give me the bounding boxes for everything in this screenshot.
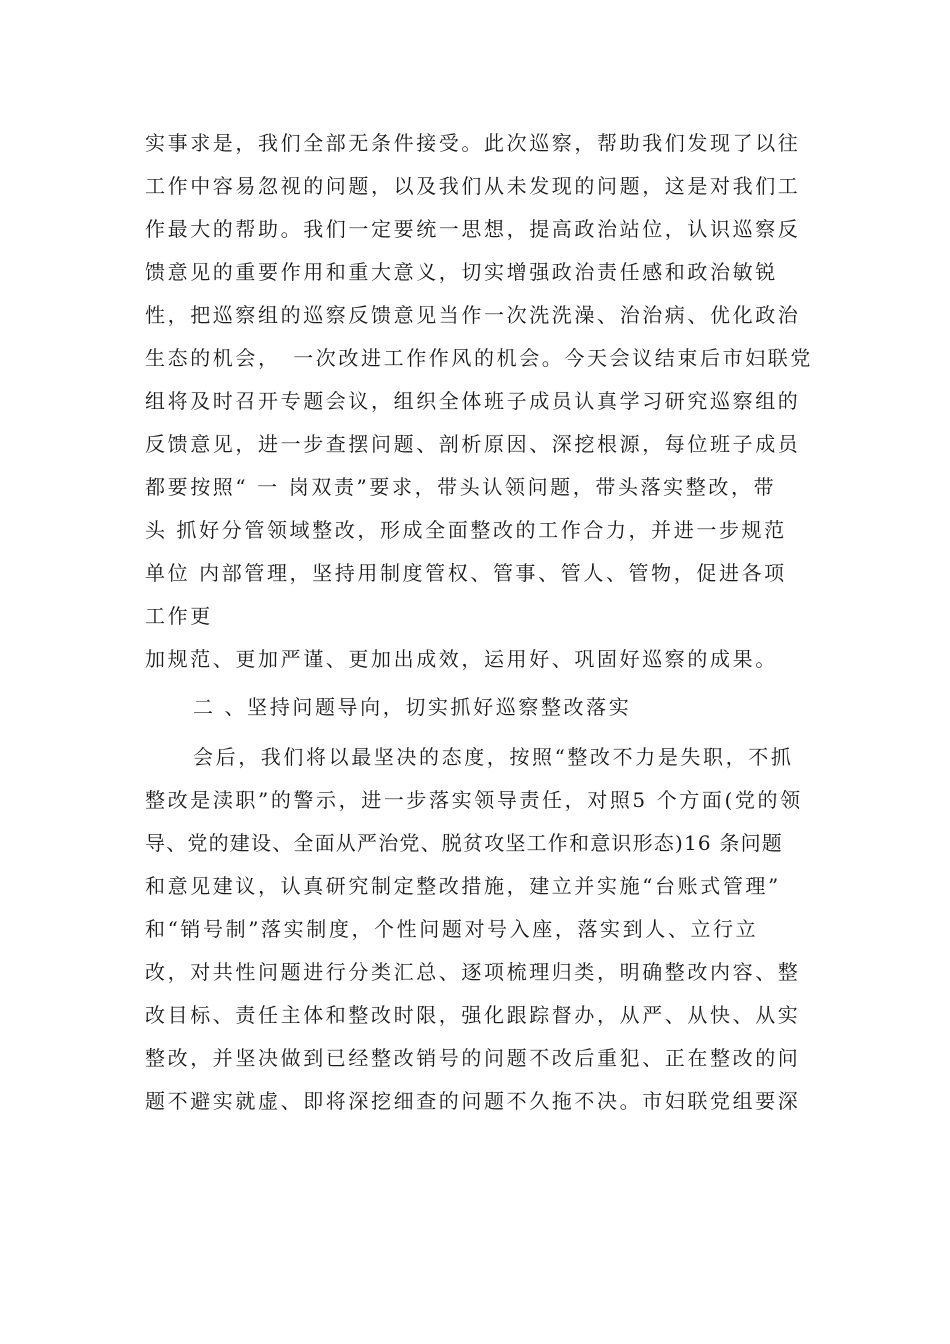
body-text-line: 工作更 (145, 604, 213, 628)
body-text-line: 加规范、更加严谨、更加出成效，运用好、巩固好巡察的成果。 (145, 647, 778, 671)
section-heading: 二 、坚持问题导向，切实抓好巡察整改落实 (193, 695, 632, 719)
body-text-line: 实事求是，我们全部无条件接受。此次巡察，帮助我们发现了以往 (145, 131, 801, 155)
body-text-line: 和“销号制”落实制度，个性问题对号入座，落实到人、立行立 (145, 917, 759, 941)
body-text-line: 生态的机会， 一次改进工作作风的机会。今天会议结束后市妇联党 (145, 346, 813, 370)
body-text-line: 馈意见的重要作用和重大意义，切实增强政治责任感和政治敏锐 (145, 260, 778, 284)
body-text-line: 和意见建议，认真研究制定整改措施，建立并实施“台账式管理” (145, 874, 781, 898)
body-text-line: 题不避实就虚、即将深挖细查的问题不久拖不决。市妇联党组要深 (145, 1089, 801, 1113)
body-text-line: 整改是渎职”的警示，进一步落实领导责任，对照5 个方面(党的领 (145, 788, 803, 812)
body-text-line: 单位 内部管理，坚持用制度管权、管事、管人、管物，促进各项 (145, 561, 787, 585)
body-text-line: 导、党的建设、全面从严治党、脱贫攻坚工作和意识形态)16 条问题 (145, 831, 784, 855)
body-text-line: 整改，并坚决做到已经整改销号的问题不改后重犯、正在整改的问 (145, 1046, 801, 1070)
body-text-line: 改，对共性问题进行分类汇总、逐项梳理归类，明确整改内容、整 (145, 960, 801, 984)
body-text-line: 反馈意见，进一步查摆问题、剖析原因、深挖根源，每位班子成员 (145, 432, 801, 456)
body-text-line: 工作中容易忽视的问题，以及我们从未发现的问题，这是对我们工 (145, 174, 801, 198)
body-text-line: 作最大的帮助。我们一定要统一思想，提高政治站位，认识巡察反 (145, 217, 801, 241)
body-text-line: 性，把巡察组的巡察反馈意见当作一次洗洗澡、治治病、优化政治 (145, 303, 801, 327)
body-text-line: 会后，我们将以最坚决的态度，按照“整改不力是失职，不抓 (193, 745, 794, 769)
body-text-line: 都要按照“ 一 岗双责”要求，带头认领问题，带头落实整改，带 (145, 475, 777, 499)
body-text-line: 改目标、责任主体和整改时限，强化跟踪督办，从严、从快、从实 (145, 1003, 801, 1027)
body-text-line: 组将及时召开专题会议，组织全体班子成员认真学习研究巡察组的 (145, 389, 801, 413)
body-text-line: 头 抓好分管领域整改，形成全面整改的工作合力，并进一步规范 (145, 518, 787, 542)
